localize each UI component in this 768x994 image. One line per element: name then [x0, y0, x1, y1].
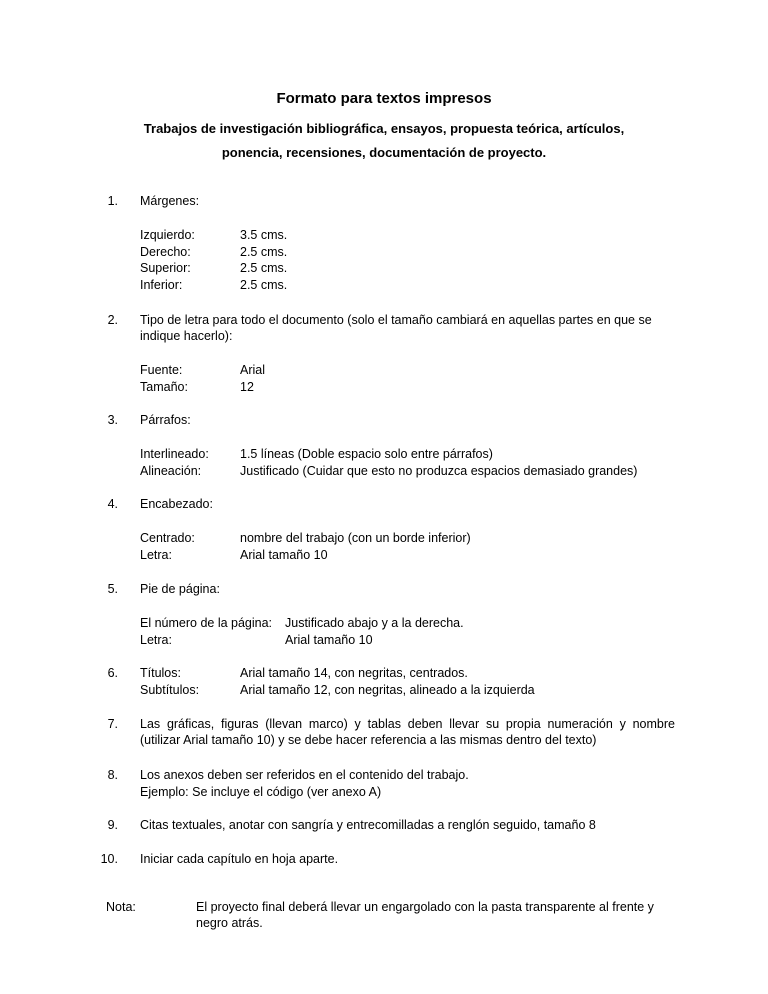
row-label: Títulos:	[140, 666, 181, 680]
row-value: Arial	[240, 363, 266, 377]
document-title: Formato para textos impresos	[276, 90, 492, 107]
row-label: Fuente:	[140, 363, 183, 377]
row-value: 12	[240, 380, 254, 394]
row-value: 3.5 cms.	[240, 228, 288, 242]
row-label: Tamaño:	[140, 380, 188, 394]
example-line	[140, 784, 381, 800]
item-number: 5.	[107, 582, 118, 596]
note-label: Nota:	[106, 900, 136, 914]
row-value: Arial tamaño 10	[240, 548, 328, 562]
row-label: Centrado:	[140, 531, 195, 545]
row-label: Izquierdo:	[140, 228, 195, 242]
row-value: Justificado abajo y a la derecha.	[285, 616, 464, 630]
note-text: El proyecto final deberá llevar un engargolado con la pasta transparente al frente y negro atrás.	[196, 900, 654, 930]
item-text: Las gráficas, figuras (llevan marco) y tablas deben llevar su propia numeración y nombre (utilizar Arial tamaño 10) y se debe hacer referencia a las mismas dentro del texto)	[140, 717, 675, 747]
row-value: 2.5 cms.	[240, 245, 288, 259]
example-label: Ejemplo:	[140, 785, 189, 799]
row-label: Inferior:	[140, 278, 183, 292]
item-number: 9.	[107, 818, 118, 832]
row-value: 2.5 cms.	[240, 278, 288, 292]
document-subtitle-line-1: Trabajos de investigación bibliográfica, ensayos, propuesta teórica, artículos,	[143, 121, 625, 136]
row-label: Superior:	[140, 261, 191, 275]
row-value: Arial tamaño 14, con negritas, centrados.	[240, 666, 468, 680]
item-number: 10.	[100, 852, 118, 866]
item-text: Iniciar cada capítulo en hoja aparte.	[140, 852, 339, 866]
item-text: Tipo de letra para todo el documento (solo el tamaño cambiará en aquellas partes en que se indique hacerlo):	[140, 313, 652, 343]
item-heading: Párrafos:	[140, 413, 191, 427]
item-number: 8.	[107, 768, 118, 782]
item-text: Citas textuales, anotar con sangría y entrecomilladas a renglón seguido, tamaño 8	[140, 818, 596, 832]
item-number: 2.	[107, 313, 118, 327]
item-text: Los anexos deben ser referidos en el contenido del trabajo.	[140, 768, 469, 782]
row-label: Derecho:	[140, 245, 191, 259]
item-number: 4.	[107, 497, 118, 511]
row-value: 1.5 líneas (Doble espacio solo entre párrafos)	[240, 447, 493, 461]
row-label: El número de la página:	[140, 616, 273, 630]
row-label: Subtítulos:	[140, 683, 200, 697]
document-subtitle-line-2: ponencia, recensiones, documentación de proyecto.	[221, 145, 547, 160]
row-label: Interlineado:	[140, 447, 209, 461]
item-number: 1.	[107, 194, 118, 208]
row-label: Alineación:	[140, 464, 202, 478]
item-number: 7.	[107, 717, 118, 731]
row-value: Justificado (Cuidar que esto no produzca espacios demasiado grandes)	[240, 464, 638, 478]
row-label: Letra:	[140, 548, 172, 562]
row-value: nombre del trabajo (con un borde inferior)	[240, 531, 471, 545]
item-number: 6.	[107, 666, 118, 680]
item-heading: Márgenes:	[140, 194, 200, 208]
row-value: Arial tamaño 10	[285, 633, 373, 647]
item-heading: Pie de página:	[140, 582, 220, 596]
row-value: 2.5 cms.	[240, 261, 288, 275]
row-value: Arial tamaño 12, con negritas, alineado a la izquierda	[240, 683, 535, 697]
item-heading: Encabezado:	[140, 497, 213, 511]
example-text: Se incluye el código (ver anexo A)	[192, 785, 382, 799]
item-number: 3.	[107, 413, 118, 427]
row-label: Letra:	[140, 633, 172, 647]
